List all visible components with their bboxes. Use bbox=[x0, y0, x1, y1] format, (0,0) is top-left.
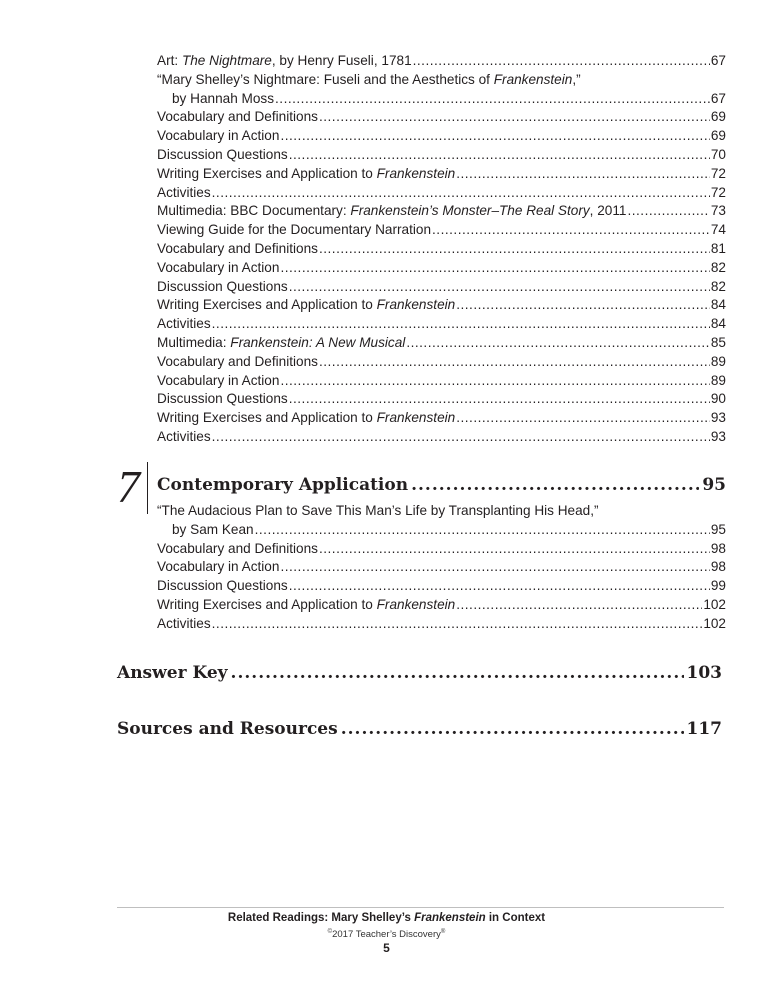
toc-entry[interactable] bbox=[157, 259, 726, 278]
entry-page: 72 bbox=[710, 184, 726, 200]
toc-entry[interactable] bbox=[157, 127, 726, 146]
entry-page: 93 bbox=[710, 428, 726, 444]
toc-entry[interactable] bbox=[157, 52, 726, 71]
toc-entry[interactable] bbox=[157, 240, 726, 259]
toc-entry[interactable] bbox=[157, 390, 726, 409]
toc-entry[interactable] bbox=[157, 596, 726, 615]
entry-title: by Sam Kean bbox=[172, 521, 254, 537]
toc-entry[interactable] bbox=[157, 428, 726, 447]
toc-entry[interactable] bbox=[157, 146, 726, 165]
toc-entry[interactable] bbox=[157, 165, 726, 184]
entry-title: by Hannah Moss bbox=[172, 90, 275, 106]
sources-title: Sources and Resources bbox=[117, 719, 338, 739]
entry-page: 95 bbox=[710, 521, 726, 537]
entry-page: 102 bbox=[703, 615, 726, 631]
chapter-7-heading[interactable] bbox=[157, 472, 726, 498]
entry-title: Multimedia: BBC Documentary: Frankenstein’s Monster–The Real Story, 2011 bbox=[157, 203, 627, 219]
dot-leader bbox=[280, 372, 709, 391]
entry-page: 85 bbox=[710, 334, 726, 350]
dot-leader bbox=[280, 259, 709, 278]
dot-leader bbox=[411, 472, 699, 498]
sources-heading[interactable] bbox=[117, 716, 722, 742]
page-footer bbox=[0, 911, 773, 955]
dot-leader bbox=[280, 127, 709, 146]
toc-entry[interactable] bbox=[157, 334, 726, 353]
dot-leader bbox=[627, 202, 709, 221]
entry-title: Vocabulary and Definitions bbox=[157, 109, 318, 125]
entry-title: Multimedia: Frankenstein: A New Musical bbox=[157, 334, 406, 350]
entry-page: 69 bbox=[710, 128, 726, 144]
answer-key-heading[interactable] bbox=[117, 660, 722, 686]
entry-page: 93 bbox=[710, 410, 726, 426]
toc-entry[interactable] bbox=[157, 315, 726, 334]
entry-page: 74 bbox=[710, 222, 726, 238]
dot-leader bbox=[456, 409, 710, 428]
toc-entry[interactable] bbox=[157, 558, 726, 577]
toc-entry[interactable] bbox=[157, 296, 726, 315]
chapter-7-entries bbox=[157, 502, 726, 634]
section-6-entries bbox=[157, 52, 726, 447]
entry-title: Vocabulary and Definitions bbox=[157, 353, 318, 369]
entry-title: Discussion Questions bbox=[157, 578, 288, 594]
toc-entry[interactable] bbox=[157, 278, 726, 297]
entry-page: 81 bbox=[710, 240, 726, 256]
entry-page: 67 bbox=[710, 90, 726, 106]
toc-entry[interactable] bbox=[157, 353, 726, 372]
dot-leader bbox=[255, 521, 710, 540]
entry-title: Discussion Questions bbox=[157, 391, 288, 407]
dot-leader bbox=[289, 278, 710, 297]
entry-title: Activities bbox=[157, 615, 211, 631]
entry-page: 69 bbox=[710, 109, 726, 125]
page-number: 5 bbox=[383, 941, 390, 956]
dot-leader bbox=[432, 221, 710, 240]
footer-title: Related Readings: Mary Shelley’s Frankenstein in Context bbox=[227, 912, 546, 924]
toc-entry[interactable] bbox=[157, 184, 726, 203]
dot-leader bbox=[212, 428, 710, 447]
entry-page: 82 bbox=[710, 278, 726, 294]
toc-entry[interactable] bbox=[157, 108, 726, 127]
answer-key-page: 103 bbox=[686, 663, 722, 683]
dot-leader bbox=[319, 240, 710, 259]
entry-page: 84 bbox=[710, 316, 726, 332]
entry-title: Writing Exercises and Application to Frankenstein bbox=[157, 410, 456, 426]
entry-title: Discussion Questions bbox=[157, 278, 288, 294]
footer-copyright: ©2017 Teacher’s Discovery® bbox=[327, 929, 446, 941]
entry-title: Vocabulary and Definitions bbox=[157, 540, 318, 556]
dot-leader bbox=[456, 296, 710, 315]
entry-title: Viewing Guide for the Documentary Narration bbox=[157, 222, 432, 238]
toc-entry[interactable] bbox=[157, 202, 726, 221]
toc-entry-line2[interactable] bbox=[157, 521, 726, 540]
dot-leader bbox=[231, 660, 684, 686]
chapter-divider-rule bbox=[147, 462, 148, 514]
entry-page: 102 bbox=[703, 596, 726, 612]
entry-title: Vocabulary and Definitions bbox=[157, 240, 318, 256]
dot-leader bbox=[289, 390, 710, 409]
entry-title: Writing Exercises and Application to Frankenstein bbox=[157, 165, 456, 181]
dot-leader bbox=[319, 353, 710, 372]
entry-page: 72 bbox=[710, 165, 726, 181]
toc-entry-line1[interactable]: “Mary Shelley’s Nightmare: Fuseli and the Aesthetics of Frankenstein,” bbox=[157, 71, 581, 87]
entry-title: Activities bbox=[157, 184, 211, 200]
dot-leader bbox=[289, 146, 710, 165]
dot-leader bbox=[456, 165, 710, 184]
footer-divider bbox=[117, 907, 724, 908]
dot-leader bbox=[212, 615, 703, 634]
toc-entry[interactable] bbox=[157, 540, 726, 559]
entry-page: 73 bbox=[710, 203, 726, 219]
entry-title: Vocabulary in Action bbox=[157, 128, 280, 144]
entry-page: 90 bbox=[710, 391, 726, 407]
dot-leader bbox=[212, 315, 710, 334]
entry-page: 89 bbox=[710, 353, 726, 369]
entry-page: 98 bbox=[710, 559, 726, 575]
entry-page: 82 bbox=[710, 259, 726, 275]
dot-leader bbox=[289, 577, 710, 596]
entry-page: 84 bbox=[710, 297, 726, 313]
entry-page: 99 bbox=[710, 578, 726, 594]
entry-title: Vocabulary in Action bbox=[157, 259, 280, 275]
dot-leader bbox=[280, 558, 709, 577]
toc-entry[interactable] bbox=[157, 577, 726, 596]
entry-title: Writing Exercises and Application to Frankenstein bbox=[157, 596, 456, 612]
toc-entry-line2[interactable] bbox=[157, 90, 726, 109]
entry-title: Activities bbox=[157, 316, 211, 332]
dot-leader bbox=[319, 540, 710, 559]
dot-leader bbox=[413, 52, 710, 71]
entry-title: Activities bbox=[157, 428, 211, 444]
entry-title: Art: The Nightmare, by Henry Fuseli, 1781 bbox=[157, 53, 412, 68]
entry-title: Vocabulary in Action bbox=[157, 559, 280, 575]
entry-page: 70 bbox=[710, 146, 726, 162]
entry-page: 98 bbox=[710, 540, 726, 556]
dot-leader bbox=[341, 716, 684, 742]
entry-page: 67 bbox=[710, 53, 726, 68]
dot-leader bbox=[319, 108, 710, 127]
toc-entry[interactable] bbox=[157, 372, 726, 391]
entry-title: Writing Exercises and Application to Frankenstein bbox=[157, 297, 456, 313]
dot-leader bbox=[456, 596, 702, 615]
toc-entry[interactable] bbox=[157, 615, 726, 634]
dot-leader bbox=[275, 90, 710, 109]
dot-leader bbox=[212, 184, 710, 203]
chapter-number: 7 bbox=[117, 461, 140, 512]
answer-key-title: Answer Key bbox=[117, 663, 228, 683]
toc-entry-line1[interactable]: “The Audacious Plan to Save This Man’s Life by Transplanting His Head,” bbox=[157, 503, 599, 518]
entry-page: 89 bbox=[710, 372, 726, 388]
toc-entry[interactable] bbox=[157, 409, 726, 428]
toc-entry[interactable] bbox=[157, 221, 726, 240]
chapter-title: Contemporary Application bbox=[157, 475, 409, 495]
chapter-page: 95 bbox=[702, 475, 726, 495]
entry-title: Vocabulary in Action bbox=[157, 372, 280, 388]
dot-leader bbox=[406, 334, 710, 353]
sources-page: 117 bbox=[686, 719, 722, 739]
entry-title: Discussion Questions bbox=[157, 146, 288, 162]
